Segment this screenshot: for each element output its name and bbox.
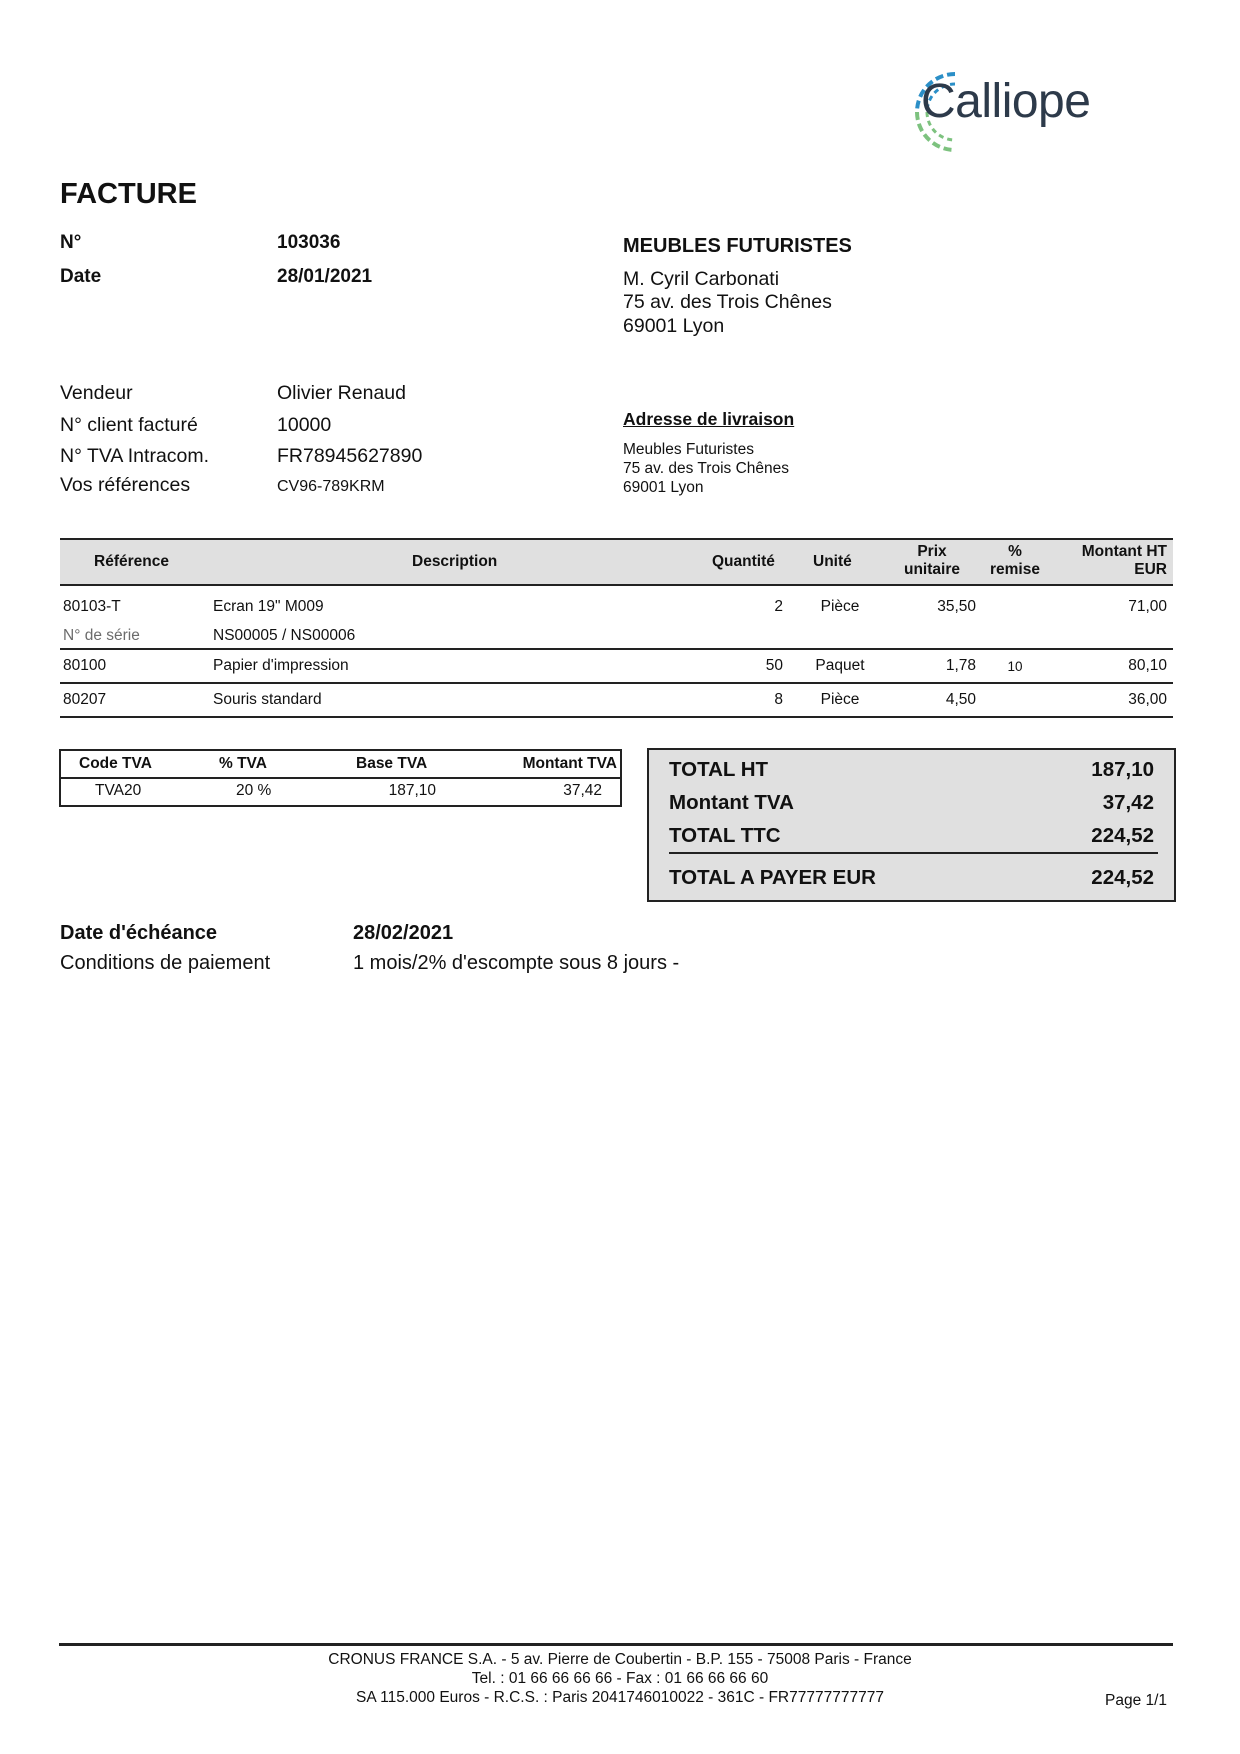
serial-label: N° de série <box>63 627 140 644</box>
invoice-lines-table <box>60 538 1173 718</box>
delivery-city: 69001 Lyon <box>623 479 704 496</box>
row-reference: 80103-T <box>63 598 121 615</box>
total-vat-value: 37,42 <box>1102 791 1154 814</box>
footer-company-address: CRONUS FRANCE S.A. - 5 av. Pierre de Coubertin - B.P. 155 - 75008 Paris - France <box>328 1651 912 1668</box>
row-unit-price: 35,50 <box>937 598 976 615</box>
row-description: Souris standard <box>213 691 322 708</box>
vat-breakdown-table <box>59 749 622 807</box>
header-reference: Référence <box>94 553 169 570</box>
row-unit: Paquet <box>815 657 865 674</box>
header-amount-line2: EUR <box>1134 561 1167 578</box>
references-label: Vos références <box>60 474 191 496</box>
due-date-value: 28/02/2021 <box>353 922 454 944</box>
header-description: Description <box>412 553 498 570</box>
invoice-date-label: Date <box>60 266 102 287</box>
vat-number-value: FR78945627890 <box>277 445 423 467</box>
payment-terms-value: 1 mois/2% d'escompte sous 8 jours - <box>353 952 680 974</box>
row-reference: 80207 <box>63 691 107 708</box>
header-unit-price-line2: unitaire <box>904 561 960 578</box>
row-unit-price: 4,50 <box>945 691 976 708</box>
total-ttc-label: TOTAL TTC <box>669 824 781 847</box>
vat-row <box>61 779 620 805</box>
delivery-street: 75 av. des Trois Chênes <box>623 460 789 477</box>
customer-company: MEUBLES FUTURISTES <box>623 235 852 257</box>
header-unit-price-line1: Prix <box>917 543 947 560</box>
table-row <box>60 684 1173 718</box>
total-ttc-value: 224,52 <box>1091 824 1154 847</box>
header-amount-line1: Montant HT <box>1081 543 1167 560</box>
customer-contact: M. Cyril Carbonati <box>623 268 780 290</box>
vat-code: TVA20 <box>95 782 142 799</box>
page-number: Page 1/1 <box>1105 1692 1168 1709</box>
vat-header-rate: % TVA <box>219 755 267 772</box>
row-reference: 80100 <box>63 657 107 674</box>
delivery-address-title: Adresse de livraison <box>623 409 795 429</box>
total-vat-label: Montant TVA <box>669 791 794 814</box>
totals-divider <box>669 852 1158 854</box>
client-number-value: 10000 <box>277 414 332 436</box>
vat-base: 187,10 <box>388 782 436 799</box>
seller-label: Vendeur <box>60 382 133 404</box>
payment-terms-label: Conditions de paiement <box>60 952 271 974</box>
customer-street: 75 av. des Trois Chênes <box>623 291 832 313</box>
table-row <box>60 650 1173 684</box>
row-amount: 36,00 <box>1128 691 1167 708</box>
total-to-pay-label: TOTAL A PAYER EUR <box>669 866 876 889</box>
footer-legal: SA 115.000 Euros - R.C.S. : Paris 2041746010022 - 361C - FR77777777777 <box>356 1689 884 1706</box>
vat-header-amount: Montant TVA <box>522 755 617 772</box>
header-quantity: Quantité <box>712 553 775 570</box>
company-logo <box>893 60 1123 160</box>
header-unit: Unité <box>813 553 852 570</box>
row-quantity: 50 <box>765 657 783 674</box>
table-row <box>60 586 1173 650</box>
client-number-label: N° client facturé <box>60 414 198 436</box>
lines-header <box>60 538 1173 586</box>
row-quantity: 8 <box>774 691 783 708</box>
row-description: Papier d'impression <box>213 657 349 674</box>
delivery-name: Meubles Futuristes <box>623 441 754 458</box>
total-ht-value: 187,10 <box>1091 758 1154 781</box>
vat-header <box>61 751 620 779</box>
row-description: Ecran 19" M009 <box>213 598 324 615</box>
vat-header-base: Base TVA <box>356 755 428 772</box>
row-quantity: 2 <box>774 598 783 615</box>
row-amount: 80,10 <box>1128 657 1167 674</box>
invoice-date: 28/01/2021 <box>277 266 373 287</box>
row-unit: Pièce <box>820 691 860 708</box>
due-date-label: Date d'échéance <box>60 922 218 944</box>
vat-number-label: N° TVA Intracom. <box>60 445 210 467</box>
total-to-pay-value: 224,52 <box>1091 866 1154 889</box>
row-unit-price: 1,78 <box>945 657 976 674</box>
document-title: FACTURE <box>60 178 197 210</box>
vat-rate: 20 % <box>236 782 272 799</box>
seller-value: Olivier Renaud <box>277 382 406 404</box>
vat-header-code: Code TVA <box>79 755 152 772</box>
row-discount: 10 <box>1007 659 1023 674</box>
totals-box <box>647 748 1176 902</box>
references-value: CV96-789KRM <box>277 478 385 495</box>
footer-divider <box>59 1643 1173 1646</box>
logo-wordmark: Calliope <box>921 75 1091 128</box>
invoice-number: 103036 <box>277 232 341 253</box>
serial-numbers: NS00005 / NS00006 <box>213 627 356 644</box>
header-discount-line2: remise <box>990 561 1040 578</box>
total-ht-label: TOTAL HT <box>669 758 769 781</box>
vat-amount: 37,42 <box>563 782 602 799</box>
header-discount-line1: % <box>1008 543 1022 560</box>
row-amount: 71,00 <box>1128 598 1167 615</box>
row-unit: Pièce <box>820 598 860 615</box>
footer-phone-fax: Tel. : 01 66 66 66 66 - Fax : 01 66 66 66 60 <box>471 1670 769 1687</box>
invoice-number-label: N° <box>60 232 82 253</box>
customer-city: 69001 Lyon <box>623 315 725 337</box>
